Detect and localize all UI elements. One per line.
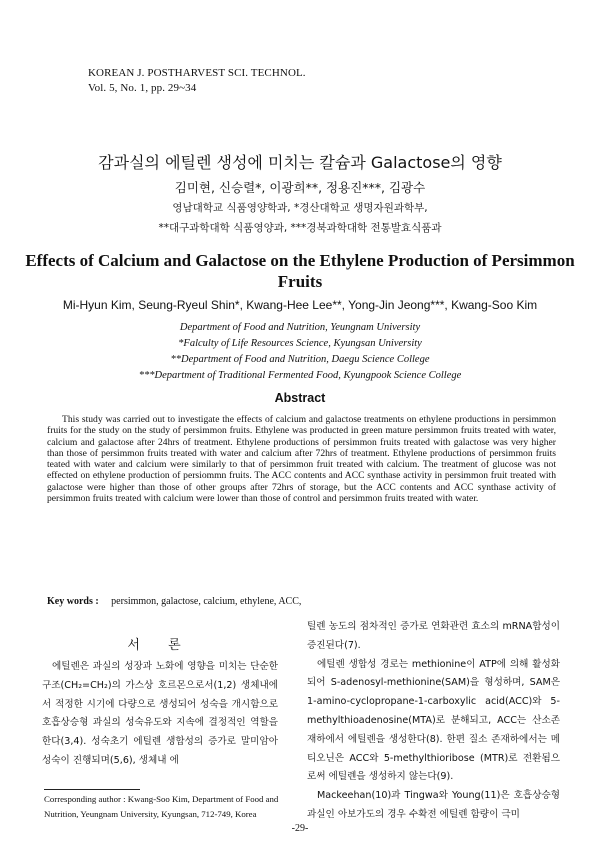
english-affiliations (0, 320, 600, 384)
footnote-rule (44, 789, 140, 790)
korean-affiliation-line: **대구과학대학 식품영양과, ***경북과학대학 전통발효식품과 (158, 222, 442, 234)
journal-header (88, 66, 306, 96)
section-heading-introduction: 서 론 (127, 638, 193, 653)
english-affiliation-line: *Falculty of Life Resources Science, Kyungsan University (178, 338, 422, 349)
keywords (47, 596, 301, 607)
korean-title: 감과실의 에틸렌 생성에 미치는 칼슘과 Galactose의 영향 (98, 153, 502, 172)
body-left-column (42, 658, 278, 771)
english-affiliation-line: Department of Food and Nutrition, Yeungnam University (179, 322, 421, 333)
page-number: -29- (291, 823, 309, 834)
body-paragraph: 에틸렌은 과실의 성장과 노화에 영향을 미치는 단순한 구조(CH₂=CH₂)의 가스상 호르몬으로서(1,2) 생체내에서 적정한 시기에 다량으로 생성되어 성숙을 개시함으로 호흡상승형 과실의 성숙유도와 지속에 결정적인 역할을 한다(3,4). 성숙초기 에틸렌 생합성의 증가로 말미암아 성숙이 진행되며(5,6), 생체내 에 (42, 661, 278, 766)
abstract-body (47, 414, 556, 504)
keywords-label: Key words : (47, 596, 99, 607)
korean-affiliations (0, 198, 600, 238)
english-authors: Mi-Hyun Kim, Seung-Ryeul Shin*, Kwang-Hee Lee**, Yong-Jin Jeong***, Kwang-Soo Kim (62, 298, 538, 312)
body-paragraph: Mackeehan(10)과 Tingwa와 Young(11)은 호흡상승형 과실인 아보가도의 경우 수확전 에틸렌 함량이 극미 (307, 790, 560, 820)
keywords-value: persimmon, galactose, calcium, ethylene, ACC, (111, 596, 302, 607)
english-affiliation-line: **Department of Food and Nutrition, Daegu Science College (170, 354, 430, 365)
abstract-heading: Abstract (274, 391, 326, 405)
body-paragraph: 틸렌 농도의 점차적인 증가로 연화관련 효소의 mRNA합성이 증진된다(7). (307, 621, 560, 651)
journal-name: KOREAN J. POSTHARVEST SCI. TECHNOL. (88, 67, 306, 79)
korean-authors: 김미현, 신승렬*, 이광희**, 정용진***, 김광수 (174, 180, 426, 195)
korean-affiliation-line: 영남대학교 식품영양학과, *경산대학교 생명자원과학부, (172, 202, 428, 214)
body-paragraph: 에틸렌 생합성 경로는 methionine이 ATP에 의해 활성화되어 S-adenosyl-methionine(SAM)을 형성하며, SAM은 1-amino-cyclopropane-1-carboxylic acid(ACC)와 5-methylthioadenosine(MTA)로 분해되고, ACC는 산소존재하에서 에틸렌을 생성한다(8). 한편 질소 존재하에서는 메티오닌은 ACC와 5-methylthioribose (MTR)로 전환됨으로써 에틸렌을 생성하지 않는다(9). (307, 658, 560, 783)
abstract-text: This study was carried out to investigate the effects of calcium and galactose treatments on ethylene productions in persimmon fruits for the study on the study of persimmon fruits. Ethylene was producted in green mature persimmon fruits treated with water, calcium and galactose after 24hrs of treatment. Ethylene productions of persimmon fruits treated with galactose was very higher than those of persimmon fruits treated with water and calcium after 72hrs of treatment. Ethylene productions of persimmon fruits teated with water and calcium were similarly to that of persimmon fruit treated with calcium. The treatment of glucose was not effected on ethylene production of persiommn fruits. The ACC contents and ACC synthase activity in persimmon fruit treated with galactose were higher than those of other groups after 72hrs of storage, but the ACC contents and ACC synthase activity of persimmon fruits treated with calcium were lower than those of control and persimmon fruits treated with water. (47, 414, 556, 505)
english-title: Effects of Calcium and Galactose on the Ethylene Production of Persimmon Fruits (25, 251, 575, 291)
english-affiliation-line: ***Department of Traditional Fermented Food, Kyungpook Science College (138, 370, 462, 381)
body-right-column (307, 618, 560, 825)
corresponding-author-footnote: Corresponding author : Kwang-Soo Kim, Department of Food and Nutrition, Yeungnam University, Kyungsan, 712-749, Korea (44, 794, 279, 819)
journal-volume: Vol. 5, No. 1, pp. 29~34 (88, 82, 197, 94)
